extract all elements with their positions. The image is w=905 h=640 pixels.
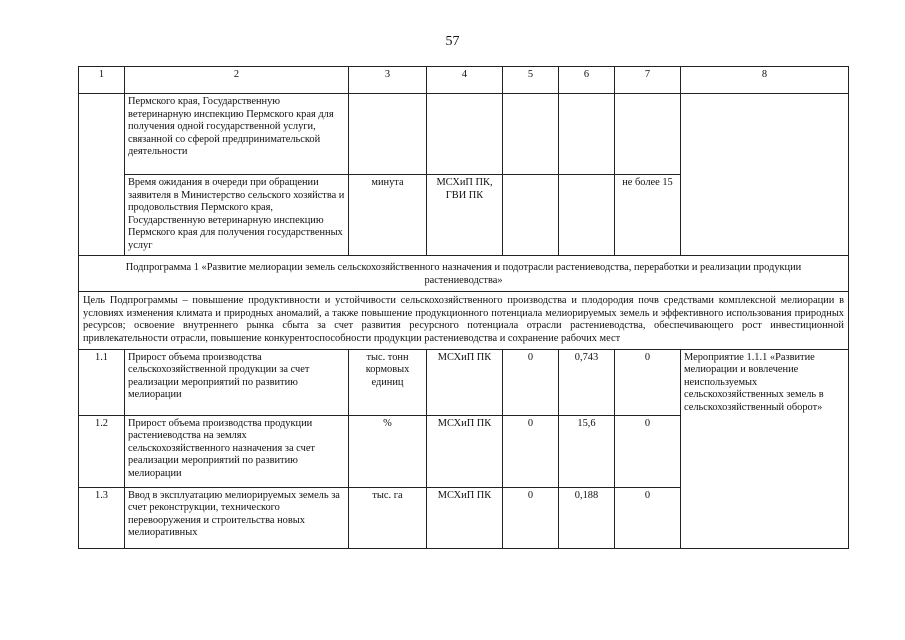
responsible-cell: МСХиП ПК xyxy=(427,487,503,548)
responsible-cell: МСХиП ПК, ГВИ ПК xyxy=(427,175,503,256)
header-cell: 7 xyxy=(615,67,681,94)
table-row xyxy=(79,349,849,415)
header-cell: 3 xyxy=(349,67,427,94)
row-number-cell xyxy=(79,94,125,256)
value-cell xyxy=(559,175,615,256)
unit-cell: тыс. га xyxy=(349,487,427,548)
indicator-name-cell: Пермского края, Государственную ветеринарную инспекцию Пермского края для получения одной государственной услуги, связанной со сферой предпринимательской деятельности xyxy=(125,94,349,175)
indicator-name-cell: Ввод в эксплуатацию мелиорируемых земель за счет реконструкции, технического перевооружения и строительства новых мелиоративных xyxy=(125,487,349,548)
unit-cell: тыс. тонн кормовых единиц xyxy=(349,349,427,415)
measure-cell xyxy=(681,94,849,256)
value-cell xyxy=(503,94,559,175)
subprogram-goal-row xyxy=(79,292,849,349)
unit-cell xyxy=(349,94,427,175)
unit-cell: минута xyxy=(349,175,427,256)
value-cell: не более 15 xyxy=(615,175,681,256)
indicator-name-cell: Прирост объема производства продукции растениеводства на землях сельскохозяйственного назначения за счет реализации мероприятий по развитию мелиорации xyxy=(125,415,349,487)
page-number: 57 xyxy=(445,34,460,49)
value-cell xyxy=(559,94,615,175)
row-number-cell: 1.1 xyxy=(79,349,125,415)
header-cell: 2 xyxy=(125,67,349,94)
value-cell xyxy=(615,94,681,175)
row-number-cell: 1.3 xyxy=(79,487,125,548)
value-cell: 0 xyxy=(615,487,681,548)
header-cell: 8 xyxy=(681,67,849,94)
responsible-cell: МСХиП ПК xyxy=(427,415,503,487)
value-cell: 0 xyxy=(615,349,681,415)
subprogram-title: Подпрограмма 1 «Развитие мелиорации земель сельскохозяйственного назначения и подотрасли растениеводства, переработки и реализации продукции растениеводства» xyxy=(79,256,849,292)
value-cell: 0,743 xyxy=(559,349,615,415)
table-header-row xyxy=(79,67,849,94)
header-cell: 1 xyxy=(79,67,125,94)
unit-cell: % xyxy=(349,415,427,487)
measure-cell: Мероприятие 1.1.1 «Развитие мелиорации и вовлечение неиспользуемых сельскохозяйственных земель в сельскохозяйственный оборот» xyxy=(681,349,849,548)
indicator-name-cell: Время ожидания в очереди при обращении заявителя в Министерство сельского хозяйства и продовольствия Пермского края, Государственную ветеринарную инспекцию Пермского края для получения государственных услуг xyxy=(125,175,349,256)
value-cell: 0,188 xyxy=(559,487,615,548)
table-row xyxy=(79,94,849,175)
row-number-cell: 1.2 xyxy=(79,415,125,487)
value-cell: 0 xyxy=(503,487,559,548)
indicator-name-cell: Прирост объема производства сельскохозяйственной продукции за счет реализации мероприятий по развитию мелиорации xyxy=(125,349,349,415)
value-cell: 0 xyxy=(615,415,681,487)
value-cell: 0 xyxy=(503,415,559,487)
responsible-cell xyxy=(427,94,503,175)
subprogram-goal: Цель Подпрограммы – повышение продуктивности и устойчивости сельскохозяйственного производства и плодородия почв средствами комплексной мелиорации в условиях изменения климата и природных аномалий, а также повышение продукционного потенциала мелиорируемых земель и эффективного использования природных ресурсов; освоение внутреннего рынка сбыта за счет развития ресурсного потенциала отрасли растениеводства, обеспечивающего рост инвестиционной привлекательности отрасли, повышение конкурентоспособности продукции растениеводства и сохранение рабочих мест xyxy=(79,292,849,349)
header-cell: 5 xyxy=(503,67,559,94)
subprogram-title-row xyxy=(79,256,849,292)
value-cell: 0 xyxy=(503,349,559,415)
value-cell: 15,6 xyxy=(559,415,615,487)
header-cell: 4 xyxy=(427,67,503,94)
indicators-table xyxy=(78,66,849,549)
value-cell xyxy=(503,175,559,256)
header-cell: 6 xyxy=(559,67,615,94)
responsible-cell: МСХиП ПК xyxy=(427,349,503,415)
